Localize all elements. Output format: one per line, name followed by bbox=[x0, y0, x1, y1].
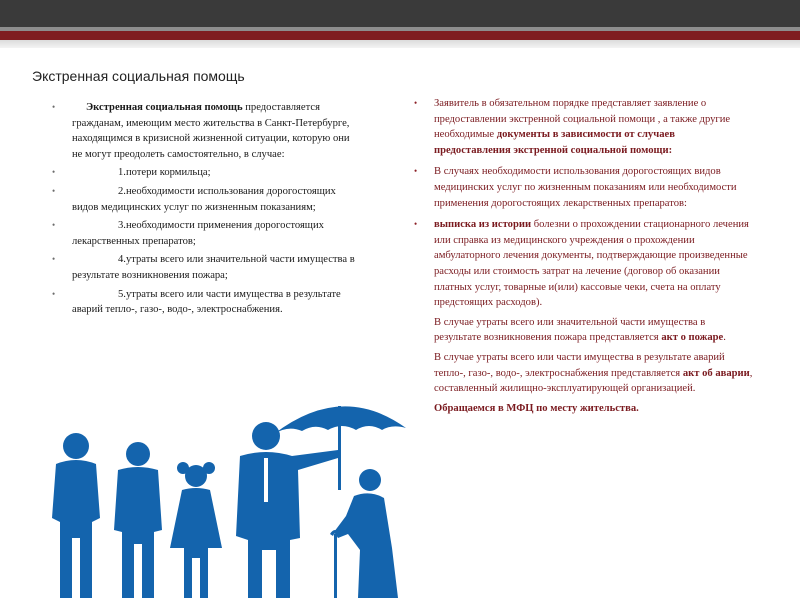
intro-text: предоставляется гражданам, имеющим место жительства в Санкт-Петербурге, находящимся в кризисной жизненной ситуации, которую они не могут преодолеть самостоятельно, в случае: bbox=[72, 102, 350, 160]
documents-bold: документы в зависимости от случаев предоставления экстренной социальной помощи: bbox=[434, 129, 675, 156]
list-item bbox=[52, 184, 357, 215]
list-item bbox=[52, 287, 357, 318]
bullet-icon: • bbox=[414, 166, 418, 177]
bullet-icon: • bbox=[414, 219, 418, 230]
list-item bbox=[52, 165, 357, 181]
case-item-3: 3.необходимости применения дорогостоящих лекарственных препаратов; bbox=[72, 220, 324, 247]
fire-end: . bbox=[723, 332, 726, 344]
case-item-2: 2.необходимости использования дорогостоящих видов медицинских услуг по жизненным показаниям; bbox=[72, 185, 336, 213]
bullet-icon: • bbox=[52, 102, 56, 112]
history-bold: выписка из истории bbox=[434, 219, 532, 231]
header-dark-band bbox=[0, 0, 800, 27]
list-item bbox=[52, 252, 357, 283]
left-bullet-list bbox=[52, 100, 357, 321]
bullet-icon: • bbox=[52, 288, 56, 299]
header-pale-band bbox=[0, 40, 800, 48]
intro-bold: Экстренная социальная помощь bbox=[86, 102, 243, 113]
right-bullet-list bbox=[414, 96, 754, 422]
list-item bbox=[414, 164, 754, 211]
bullet-icon: • bbox=[52, 185, 56, 196]
medical-case-text: В случаях необходимости использования дорогостоящих видов медицинских услуг по жизненным показаниям или необходимости применения дорогостоящих лекарственных препаратов: bbox=[434, 166, 737, 209]
slide-title: Экстренная социальная помощь bbox=[32, 68, 245, 84]
case-item-5: 5.утраты всего или части имущества в результате аварий тепло-, газо-, водо-, электроснабжения. bbox=[72, 288, 341, 316]
list-item bbox=[52, 100, 357, 162]
bullet-icon: • bbox=[52, 254, 56, 265]
bullet-icon: • bbox=[414, 98, 418, 108]
header-red-band bbox=[0, 31, 800, 40]
fire-act-bold: акт о пожаре bbox=[661, 332, 724, 344]
bullet-icon: • bbox=[52, 167, 56, 178]
applicant-text: Заявитель в обязательном порядке представляет заявление о предоставлении экстренной социальной помощи , а также другие необходимые bbox=[434, 98, 731, 141]
accident-end: , составленный жилищно-эксплуатирующей организацией. bbox=[434, 367, 753, 395]
list-item bbox=[52, 218, 357, 249]
accident-act-bold: акт об аварии bbox=[682, 367, 750, 379]
fire-text: В случае утраты всего или значительной части имущества в результате возникновения пожара представляется bbox=[434, 316, 706, 344]
list-item bbox=[414, 217, 754, 416]
case-item-1: 1.потери кормильца; bbox=[118, 167, 211, 179]
case-item-4: 4.утраты всего или значительной части имущества в результате возникновения пожара; bbox=[72, 254, 355, 281]
accident-text: В случае утраты всего или части имущества в результате аварий тепло-, газо-, водо-, электроснабжения представляется bbox=[434, 351, 725, 379]
mfc-bold: Обращаемся в МФЦ по месту жительства. bbox=[434, 402, 639, 414]
history-text: болезни о прохождении стационарного лечения или справка из медицинского учреждения о прохождении амбулаторного лечения документы, подтверждающие произведенные расходы или стоимость затрат на лечение (договор об оказании платных услуг, товарные и(или) кассовые чеки, счета на оплату предстоящих расходов). bbox=[434, 219, 749, 309]
list-item bbox=[414, 96, 754, 158]
family-with-umbrella-icon bbox=[36, 398, 436, 598]
bullet-icon: • bbox=[52, 220, 56, 231]
